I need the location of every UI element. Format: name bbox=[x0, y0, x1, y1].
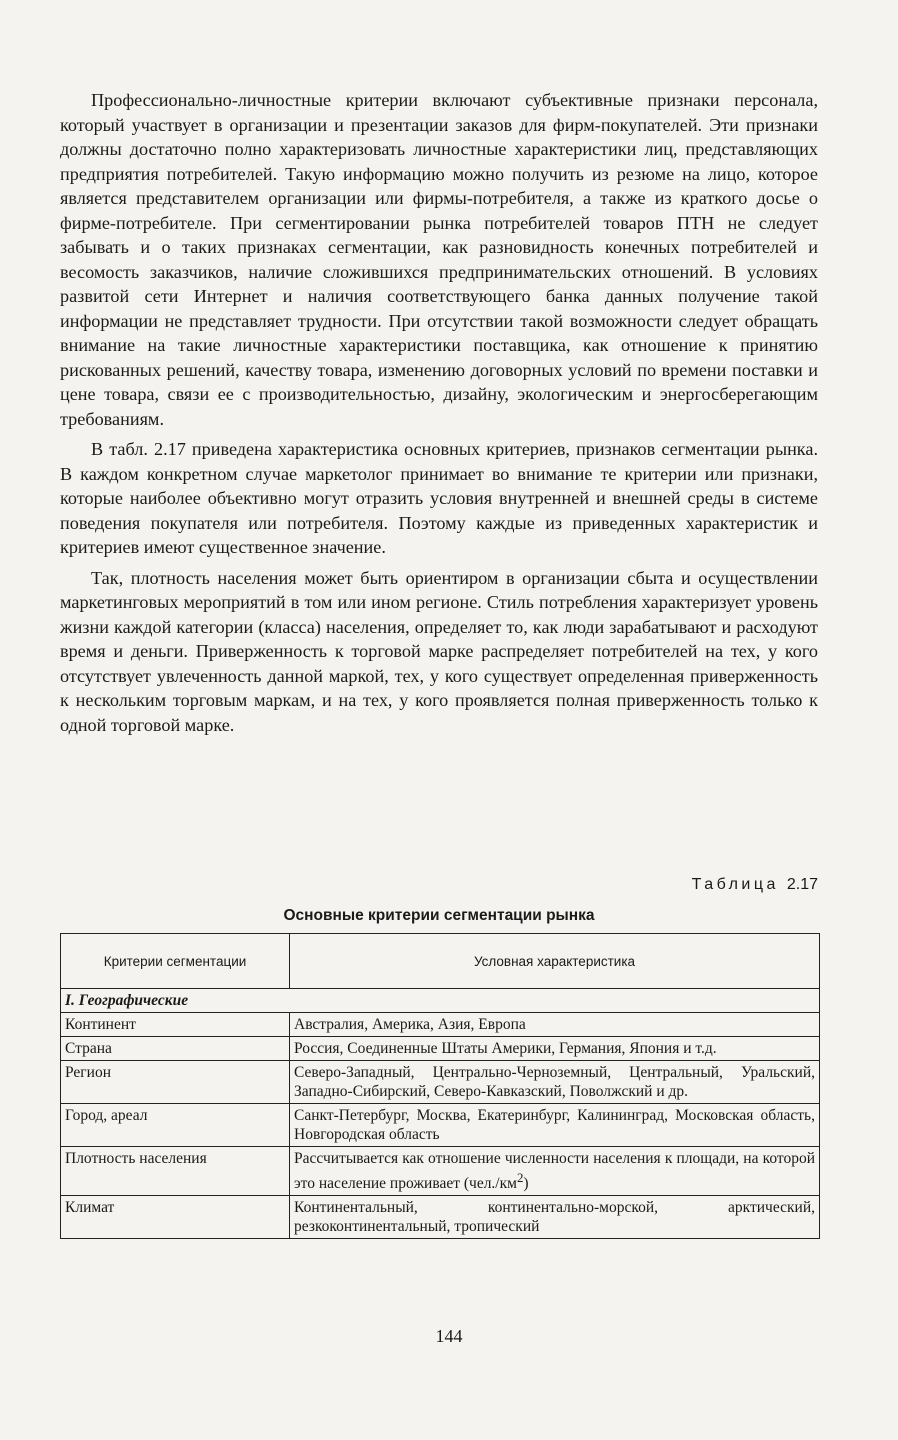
criterion-cell: Континент bbox=[61, 1013, 290, 1037]
value-cell bbox=[290, 1147, 820, 1196]
table-row bbox=[61, 1147, 820, 1196]
value-text-end: ) bbox=[523, 1175, 529, 1193]
table-row bbox=[61, 1061, 820, 1104]
column-header: Условная характеристика bbox=[290, 934, 820, 989]
page-number: 144 bbox=[435, 1326, 463, 1346]
table-row bbox=[61, 1037, 820, 1061]
section-label: I. Географические bbox=[61, 989, 820, 1013]
criterion-cell: Регион bbox=[61, 1061, 290, 1104]
superscript: 2 bbox=[516, 1170, 524, 1185]
section-row bbox=[61, 989, 820, 1013]
column-header: Критерии сегментации bbox=[61, 934, 290, 989]
criterion-cell: Климат bbox=[61, 1196, 290, 1239]
criterion-cell: Город, ареал bbox=[61, 1104, 290, 1147]
criteria-table bbox=[60, 933, 820, 1239]
criterion-cell: Плотность населения bbox=[61, 1147, 290, 1196]
table-label: Таблица bbox=[691, 876, 779, 893]
table-row bbox=[61, 1104, 820, 1147]
value-cell: Россия, Соединенные Штаты Америки, Германия, Япония и т.д. bbox=[290, 1037, 820, 1061]
value-cell: Континентальный, континентально-морской, арктический, резкоконтинентальный, тропический bbox=[290, 1196, 820, 1239]
paragraph: Профессионально-личностные критерии включают субъективные признаки персонала, который участвует в организации и презентации заказов для фирм-покупателей. Эти признаки должны достаточно полно характеризовать личностные характеристики лиц, представляющих предприятия потребителей. Такую информацию можно получить из резюме на лицо, которое является представителем организации или фирмы-потребителя, а также из краткого досье о фирме-потребителе. При сегментировании рынка потребителей товаров ПТН не следует забывать и о таких признаках сегментации, как разновидность конечных потребителей и весомость заказчиков, наличие сложившихся предпринимательских отношений. В условиях развитой сети Интернет и наличия соответствующего банка данных получение такой информации не представляет трудности. При отсутствии такой возможности следует обращать внимание на такие личностные характеристики поставщика, как отношение к принятию рискованных решений, качеству товара, изменению договорных условий по времени поставки и цене товара, связи ее с производительностью, дизайну, экологическим и энергосберегающим требованиям. bbox=[60, 90, 818, 429]
body-text bbox=[60, 88, 818, 743]
paragraph: Так, плотность населения может быть ориентиром в организации сбыта и осуществлении маркетинговых мероприятий в том или ином регионе. Стиль потребления характеризует уровень жизни каждой категории (класса) населения, определяет то, как люди зарабатывают и расходуют время и деньги. Приверженность к торговой марке распределяет потребителей на тех, у кого отсутствует увлеченность данной маркой, тех, у кого существует определенная приверженность к нескольким торговым маркам, и на тех, у кого проявляется полная приверженность только к одной торговой марке. bbox=[60, 567, 818, 735]
value-cell: Санкт-Петербург, Москва, Екатеринбург, Калининград, Московская область, Новгородская область bbox=[290, 1104, 820, 1147]
criterion-cell: Страна bbox=[61, 1037, 290, 1061]
value-cell: Австралия, Америка, Азия, Европа bbox=[290, 1013, 820, 1037]
table-title: Основные критерии сегментации рынка bbox=[283, 907, 595, 924]
table-row bbox=[61, 1013, 820, 1037]
table-header-row bbox=[61, 934, 820, 989]
value-text: Рассчитывается как отношение численности населения к площади, на которой это население проживает (чел./км bbox=[294, 1150, 815, 1193]
table-number-value: 2.17 bbox=[786, 876, 818, 893]
paragraph: В табл. 2.17 приведена характеристика основных критериев, признаков сегментации рынка. В каждом конкретном случае маркетолог принимает во внимание те критерии или признаки, которые наиболее объективно могут отразить условия внутренней и внешней среды в системе поведения покупателя или потребителя. Поэтому каждые из приведенных характеристик и критериев имеют существенное значение. bbox=[60, 439, 818, 557]
table-number bbox=[60, 876, 818, 894]
table-row bbox=[61, 1196, 820, 1239]
value-cell: Северо-Западный, Центрально-Черноземный, Центральный, Уральский, Западно-Сибирский, Северо-Кавказский, Поволжский и др. bbox=[290, 1061, 820, 1104]
